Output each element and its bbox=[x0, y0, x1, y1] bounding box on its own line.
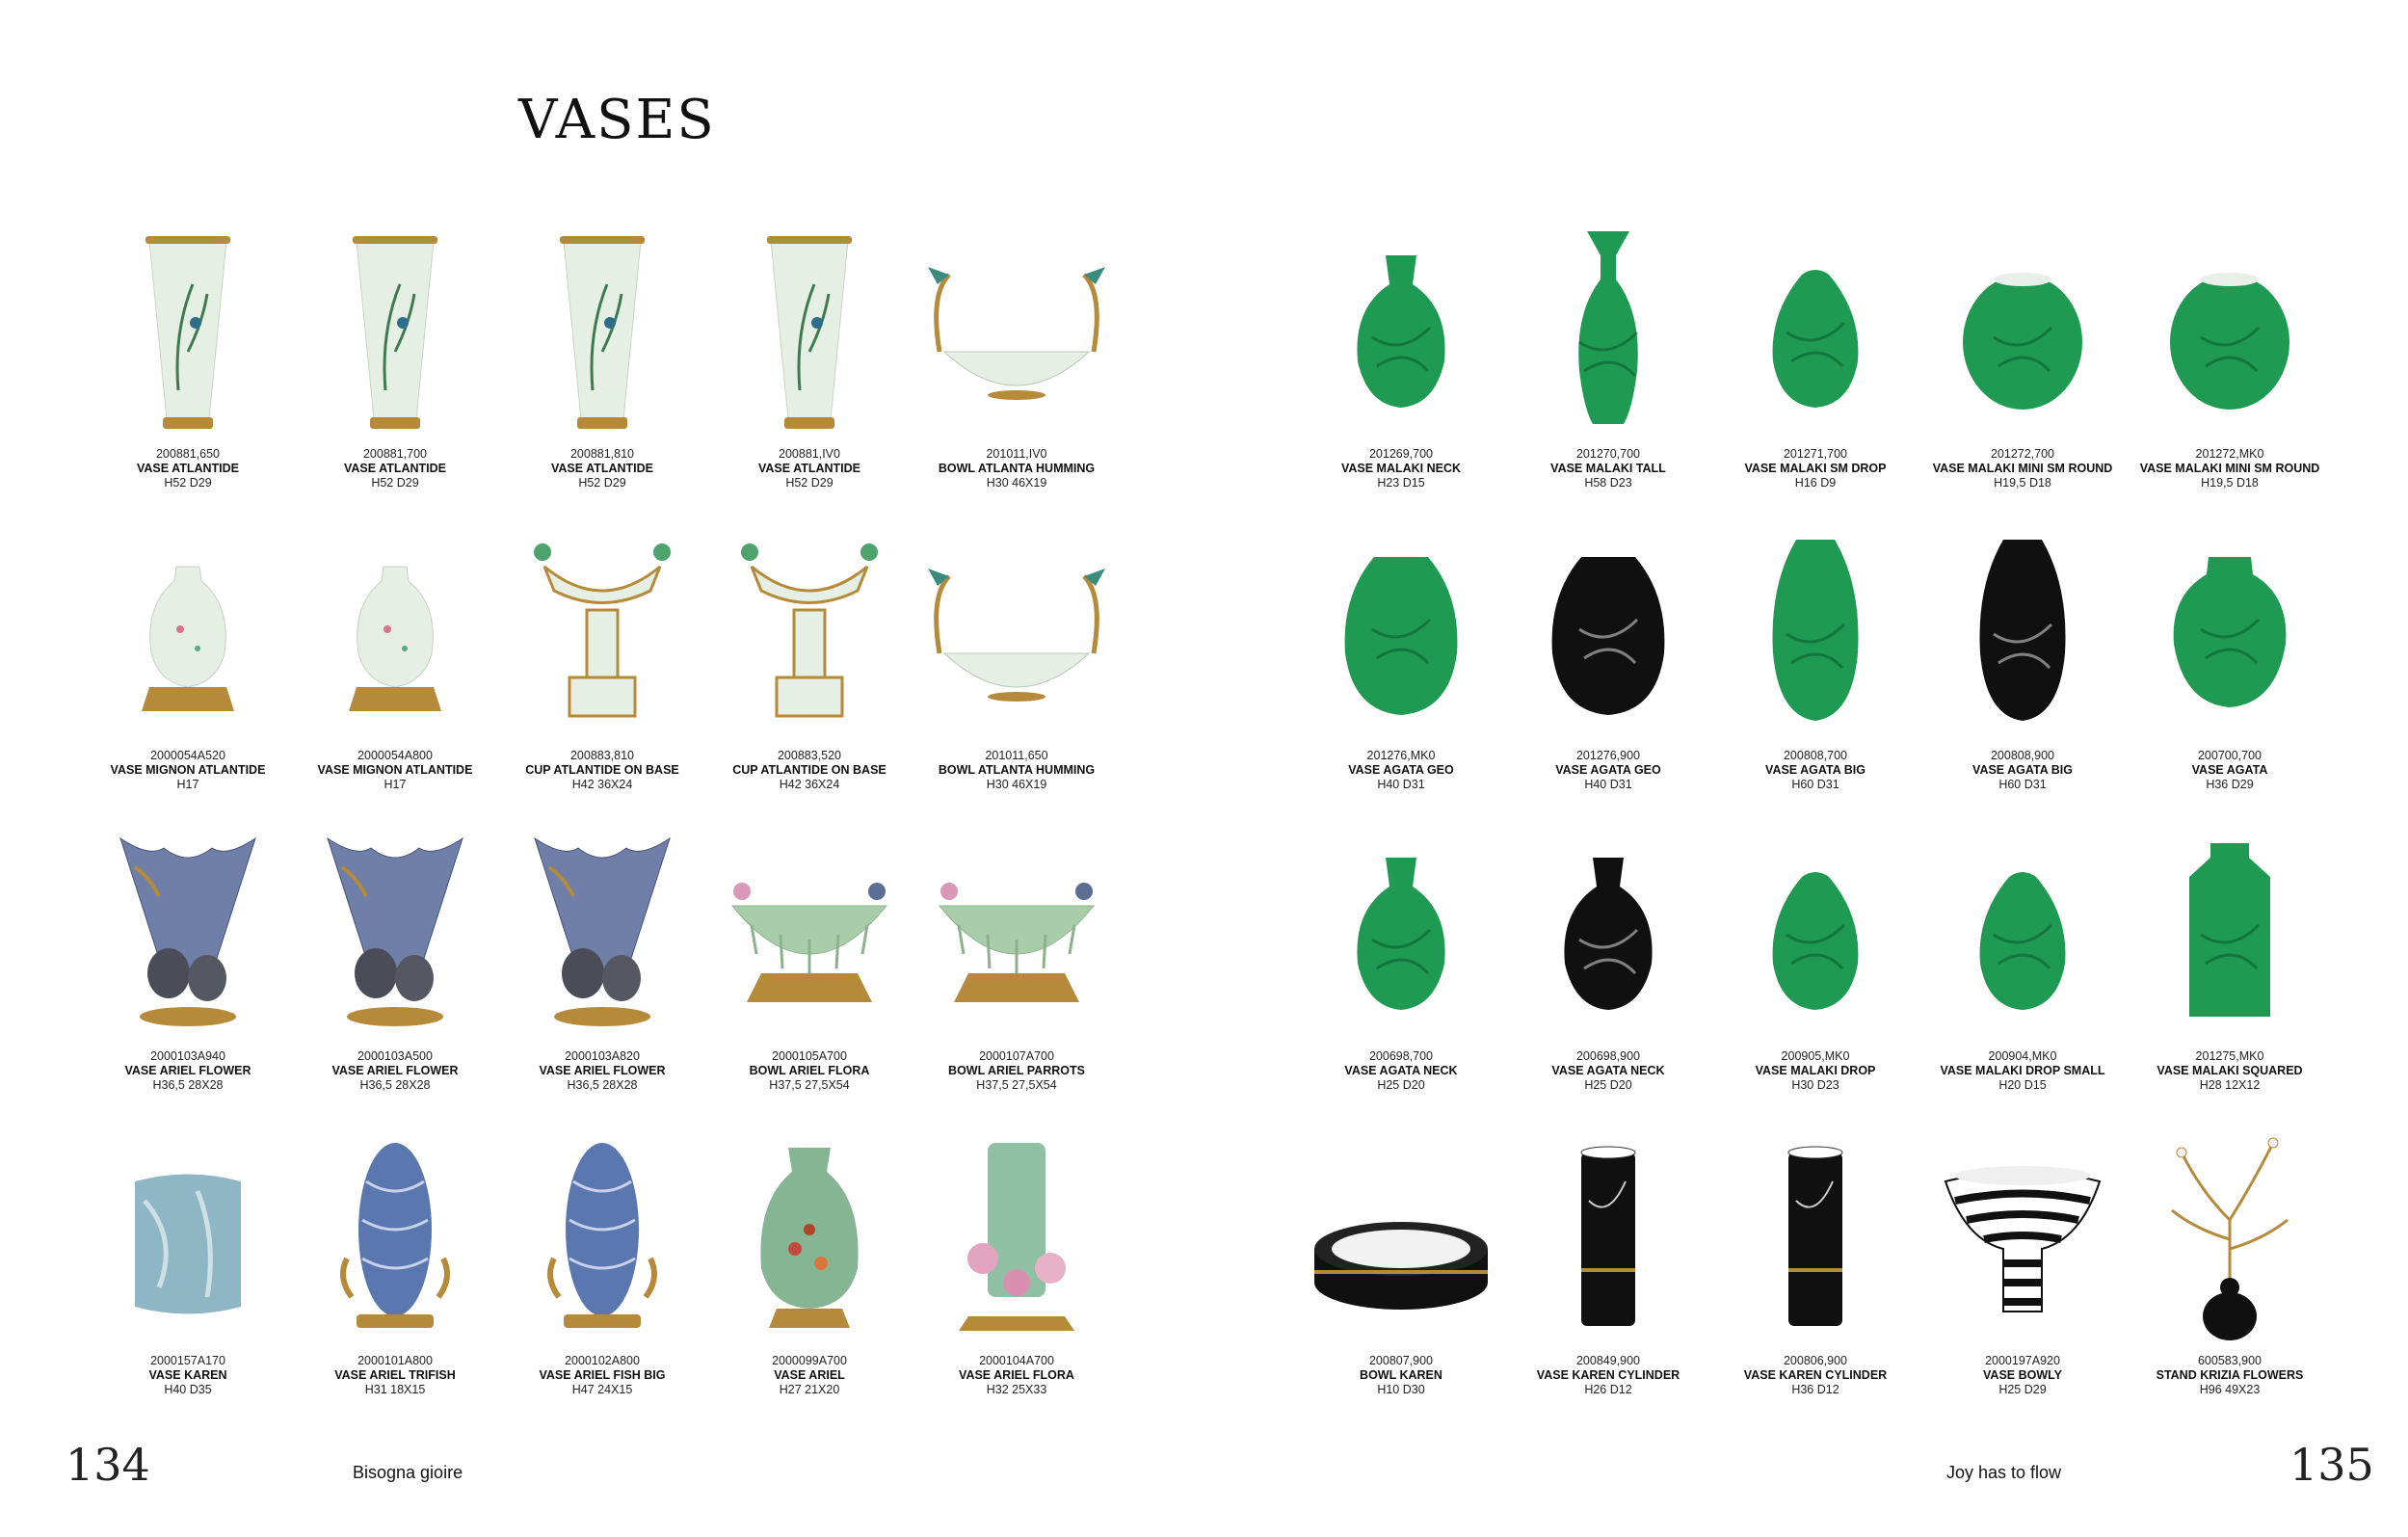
product-dimensions: H58 D23 bbox=[1584, 476, 1632, 490]
product-caption bbox=[2114, 1354, 2345, 1397]
product-code: 200883,810 bbox=[569, 749, 635, 762]
product-code: 201269,700 bbox=[1368, 447, 1434, 461]
hummingbird-bowl-icon bbox=[915, 226, 1118, 438]
malachite-round-vase-icon bbox=[2129, 226, 2331, 438]
product-code: 201011,650 bbox=[985, 749, 1048, 762]
product-code: 201270,700 bbox=[1575, 447, 1641, 461]
product-name: VASE MALAKI NECK bbox=[1340, 462, 1462, 475]
product-dimensions: H30 46X19 bbox=[986, 778, 1047, 791]
flared-flower-vase-icon bbox=[501, 829, 703, 1041]
malachite-shoulder-vase-icon bbox=[2129, 528, 2331, 740]
product-code: 2000054A520 bbox=[150, 749, 225, 762]
malachite-drop-vase-icon bbox=[1714, 226, 1917, 438]
product-name: BOWL ARIEL FLORA bbox=[749, 1064, 870, 1077]
product-caption bbox=[694, 749, 925, 792]
mignon-vase-icon bbox=[294, 528, 496, 740]
product-code: 200883,520 bbox=[777, 749, 842, 762]
product-dimensions: H25 D29 bbox=[1998, 1383, 2047, 1396]
product-caption bbox=[1907, 749, 2138, 792]
product-caption bbox=[72, 1354, 304, 1397]
product-name: VASE ARIEL TRIFISH bbox=[334, 1368, 456, 1382]
product-dimensions: H36,5 28X28 bbox=[567, 1078, 638, 1092]
product-name: STAND KRIZIA FLOWERS bbox=[2156, 1368, 2304, 1382]
product-code: 200881,650 bbox=[155, 447, 221, 461]
product-caption bbox=[72, 1049, 304, 1093]
product-dimensions: H30 46X19 bbox=[986, 476, 1047, 490]
product-name: VASE ATLANTIDE bbox=[757, 462, 861, 475]
product-code: 201276,900 bbox=[1575, 749, 1641, 762]
product-code: 200808,900 bbox=[1990, 749, 2055, 762]
product-code: 200881,810 bbox=[569, 447, 635, 461]
product-caption bbox=[2114, 749, 2345, 792]
product-dimensions: H17 bbox=[176, 778, 199, 791]
product-code: 2000101A800 bbox=[357, 1354, 433, 1367]
product-dimensions: H16 D9 bbox=[1794, 476, 1837, 490]
product-name: VASE MALAKI SM DROP bbox=[1744, 462, 1887, 475]
product-caption bbox=[1700, 749, 1931, 792]
product-code: 200849,900 bbox=[1575, 1354, 1641, 1367]
product-dimensions: H27 21X20 bbox=[779, 1383, 840, 1396]
product-dimensions: H96 49X23 bbox=[2199, 1383, 2261, 1396]
tall-porcelain-vase-icon bbox=[708, 226, 911, 438]
left-page-number: 134 bbox=[66, 1439, 150, 1491]
product-name: VASE BOWLY bbox=[1983, 1368, 2062, 1382]
product-caption bbox=[1493, 447, 1724, 490]
product-code: 2000103A500 bbox=[357, 1049, 433, 1063]
product-caption bbox=[72, 749, 304, 792]
product-name: VASE ARIEL FLOWER bbox=[539, 1064, 666, 1077]
product-code: 201011,IV0 bbox=[986, 447, 1047, 461]
product-caption bbox=[1907, 1354, 2138, 1397]
product-name: VASE MALAKI DROP SMALL bbox=[1940, 1064, 2105, 1077]
product-name: VASE AGATA BIG bbox=[1972, 763, 2073, 777]
product-name: VASE AGATA NECK bbox=[1344, 1064, 1458, 1077]
urn-vase-icon bbox=[708, 1133, 911, 1345]
malachite-tall-ovoid-vase-icon bbox=[1714, 528, 1917, 740]
product-dimensions: H60 D31 bbox=[1998, 778, 2047, 791]
product-code: 201272,MK0 bbox=[2195, 447, 2264, 461]
page-title: VASES bbox=[518, 89, 716, 151]
product-code: 200698,900 bbox=[1575, 1049, 1641, 1063]
product-dimensions: H60 D31 bbox=[1791, 778, 1839, 791]
product-name: VASE AGATA NECK bbox=[1551, 1064, 1665, 1077]
product-name: VASE ATLANTIDE bbox=[136, 462, 240, 475]
product-dimensions: H23 D15 bbox=[1377, 476, 1425, 490]
product-caption bbox=[1700, 1049, 1931, 1093]
product-dimensions: H36 D12 bbox=[1791, 1383, 1839, 1396]
product-code: 200698,700 bbox=[1368, 1049, 1434, 1063]
product-dimensions: H10 D30 bbox=[1377, 1383, 1425, 1396]
product-code: 200700,700 bbox=[2197, 749, 2262, 762]
product-name: BOWL ARIEL PARROTS bbox=[948, 1064, 1085, 1077]
product-name: VASE MALAKI DROP bbox=[1755, 1064, 1876, 1077]
cylinder-marble-vase-icon bbox=[87, 1133, 289, 1345]
product-code: 2000103A820 bbox=[565, 1049, 640, 1063]
product-code: 2000102A800 bbox=[565, 1354, 640, 1367]
product-caption bbox=[487, 1354, 718, 1397]
product-caption bbox=[1907, 447, 2138, 490]
black-cylinder-vase-icon bbox=[1714, 1133, 1917, 1345]
malachite-neck-vase-icon bbox=[1300, 829, 1502, 1041]
product-name: VASE MIGNON ATLANTIDE bbox=[110, 763, 266, 777]
product-dimensions: H30 D23 bbox=[1791, 1078, 1839, 1092]
product-name: VASE MALAKI MINI SM ROUND bbox=[2139, 462, 2320, 475]
product-code: 2000054A800 bbox=[357, 749, 433, 762]
product-name: CUP ATLANTIDE ON BASE bbox=[525, 763, 679, 777]
product-caption bbox=[279, 1354, 511, 1397]
product-code: 2000107A700 bbox=[979, 1049, 1054, 1063]
product-dimensions: H52 D29 bbox=[785, 476, 834, 490]
product-name: VASE ARIEL FLOWER bbox=[331, 1064, 459, 1077]
hummingbird-bowl-icon bbox=[915, 528, 1118, 740]
striped-bowl-vase-icon bbox=[1921, 1133, 2124, 1345]
product-caption bbox=[694, 447, 925, 490]
product-name: VASE MIGNON ATLANTIDE bbox=[317, 763, 473, 777]
product-code: 600583,900 bbox=[2197, 1354, 2262, 1367]
product-code: 2000104A700 bbox=[979, 1354, 1054, 1367]
product-dimensions: H40 D31 bbox=[1584, 778, 1632, 791]
product-dimensions: H42 36X24 bbox=[571, 778, 633, 791]
product-caption bbox=[1285, 447, 1517, 490]
product-caption bbox=[694, 1049, 925, 1093]
product-caption bbox=[1285, 1354, 1517, 1397]
black-marble-tall-vase-icon bbox=[1921, 528, 2124, 740]
product-name: VASE AGATA GEO bbox=[1555, 763, 1661, 777]
tall-porcelain-vase-icon bbox=[294, 226, 496, 438]
product-name: VASE AGATA GEO bbox=[1348, 763, 1454, 777]
footed-bowl-icon bbox=[708, 829, 911, 1041]
black-cylinder-vase-icon bbox=[1507, 1133, 1709, 1345]
product-name: VASE ATLANTIDE bbox=[343, 462, 447, 475]
product-dimensions: H37,5 27,5X54 bbox=[976, 1078, 1057, 1092]
product-name: BOWL KAREN bbox=[1360, 1368, 1442, 1382]
product-name: VASE AGATA BIG bbox=[1765, 763, 1866, 777]
flared-flower-vase-icon bbox=[294, 829, 496, 1041]
branch-stand-icon bbox=[2129, 1133, 2331, 1345]
product-dimensions: H20 D15 bbox=[1998, 1078, 2047, 1092]
product-dimensions: H17 bbox=[384, 778, 407, 791]
malachite-square-vase-icon bbox=[2129, 829, 2331, 1041]
product-dimensions: H42 36X24 bbox=[779, 778, 840, 791]
product-caption bbox=[694, 1354, 925, 1397]
product-name: BOWL ATLANTA HUMMING bbox=[938, 462, 1096, 475]
left-footer-text: Bisogna gioire bbox=[353, 1463, 463, 1482]
product-name: BOWL ATLANTA HUMMING bbox=[938, 763, 1096, 777]
product-code: 201271,700 bbox=[1783, 447, 1848, 461]
product-caption bbox=[487, 1049, 718, 1093]
product-caption bbox=[1493, 749, 1724, 792]
product-caption bbox=[1700, 1354, 1931, 1397]
product-caption bbox=[2114, 447, 2345, 490]
product-code: 201276,MK0 bbox=[1366, 749, 1436, 762]
black-marble-ovoid-vase-icon bbox=[1507, 528, 1709, 740]
product-code: 201272,700 bbox=[1990, 447, 2055, 461]
malachite-round-vase-icon bbox=[1921, 226, 2124, 438]
product-dimensions: H28 12X12 bbox=[2199, 1078, 2261, 1092]
product-name: VASE MALAKI SQUARED bbox=[2157, 1064, 2303, 1077]
tall-porcelain-vase-icon bbox=[501, 226, 703, 438]
product-dimensions: H47 24X15 bbox=[571, 1383, 633, 1396]
product-caption bbox=[279, 749, 511, 792]
product-caption bbox=[1493, 1354, 1724, 1397]
product-code: 2000099A700 bbox=[772, 1354, 847, 1367]
product-caption bbox=[901, 1354, 1132, 1397]
product-dimensions: H52 D29 bbox=[164, 476, 212, 490]
product-dimensions: H40 D35 bbox=[164, 1383, 212, 1396]
product-caption bbox=[1285, 1049, 1517, 1093]
black-marble-bowl-icon bbox=[1300, 1133, 1502, 1345]
product-code: 200881,700 bbox=[362, 447, 428, 461]
right-page-number: 135 bbox=[2289, 1439, 2374, 1491]
product-code: 2000157A170 bbox=[150, 1354, 225, 1367]
product-dimensions: H19,5 D18 bbox=[1994, 476, 2051, 490]
product-name: VASE ARIEL FLORA bbox=[959, 1368, 1074, 1382]
product-code: 200881,IV0 bbox=[779, 447, 840, 461]
product-dimensions: H31 18X15 bbox=[364, 1383, 426, 1396]
product-caption bbox=[1700, 447, 1931, 490]
product-caption bbox=[279, 1049, 511, 1093]
black-marble-neck-vase-icon bbox=[1507, 829, 1709, 1041]
product-dimensions: H37,5 27,5X54 bbox=[769, 1078, 850, 1092]
product-caption bbox=[487, 447, 718, 490]
malachite-neck-vase-icon bbox=[1300, 226, 1502, 438]
product-dimensions: H36,5 28X28 bbox=[152, 1078, 224, 1092]
product-name: VASE ARIEL FISH BIG bbox=[539, 1368, 666, 1382]
malachite-drop-vase-icon bbox=[1714, 829, 1917, 1041]
product-dimensions: H52 D29 bbox=[371, 476, 419, 490]
fish-vase-icon bbox=[294, 1133, 496, 1345]
product-caption bbox=[487, 749, 718, 792]
malachite-drop-vase-icon bbox=[1921, 829, 2124, 1041]
right-footer-text: Joy has to flow bbox=[1946, 1463, 2062, 1482]
product-dimensions: H25 D20 bbox=[1584, 1078, 1632, 1092]
product-caption bbox=[2114, 1049, 2345, 1093]
product-caption bbox=[1493, 1049, 1724, 1093]
product-name: VASE ARIEL FLOWER bbox=[124, 1064, 251, 1077]
product-code: 2000105A700 bbox=[772, 1049, 847, 1063]
product-dimensions: H25 D20 bbox=[1377, 1078, 1425, 1092]
product-caption bbox=[279, 447, 511, 490]
product-dimensions: H26 D12 bbox=[1584, 1383, 1632, 1396]
product-code: 200808,700 bbox=[1783, 749, 1848, 762]
product-dimensions: H40 D31 bbox=[1377, 778, 1425, 791]
malachite-tall-vase-icon bbox=[1507, 226, 1709, 438]
product-name: VASE KAREN CYLINDER bbox=[1743, 1368, 1888, 1382]
product-code: 2000197A920 bbox=[1985, 1354, 2060, 1367]
product-caption bbox=[901, 749, 1132, 792]
fish-vase-icon bbox=[501, 1133, 703, 1345]
product-name: VASE ATLANTIDE bbox=[550, 462, 654, 475]
product-dimensions: H36 D29 bbox=[2206, 778, 2254, 791]
product-code: 200904,MK0 bbox=[1988, 1049, 2057, 1063]
product-name: VASE ARIEL bbox=[774, 1368, 845, 1382]
product-code: 200806,900 bbox=[1783, 1354, 1848, 1367]
product-name: VASE MALAKI MINI SM ROUND bbox=[1932, 462, 2113, 475]
product-name: VASE AGATA bbox=[2191, 763, 2268, 777]
product-name: VASE MALAKI TALL bbox=[1550, 462, 1666, 475]
product-code: 2000103A940 bbox=[150, 1049, 225, 1063]
tall-porcelain-vase-icon bbox=[87, 226, 289, 438]
product-name: VASE KAREN bbox=[148, 1368, 227, 1382]
product-code: 201275,MK0 bbox=[2195, 1049, 2264, 1063]
cup-on-base-icon bbox=[501, 528, 703, 740]
cup-on-base-icon bbox=[708, 528, 911, 740]
product-name: VASE KAREN CYLINDER bbox=[1536, 1368, 1680, 1382]
product-caption bbox=[901, 447, 1132, 490]
product-caption bbox=[901, 1049, 1132, 1093]
product-dimensions: H52 D29 bbox=[578, 476, 626, 490]
footed-bowl-icon bbox=[915, 829, 1118, 1041]
product-code: 200905,MK0 bbox=[1781, 1049, 1850, 1063]
product-name: CUP ATLANTIDE ON BASE bbox=[732, 763, 886, 777]
product-dimensions: H19,5 D18 bbox=[2201, 476, 2259, 490]
product-code: 200807,900 bbox=[1368, 1354, 1434, 1367]
malachite-ovoid-vase-icon bbox=[1300, 528, 1502, 740]
flared-flower-vase-icon bbox=[87, 829, 289, 1041]
product-dimensions: H36,5 28X28 bbox=[359, 1078, 431, 1092]
product-caption bbox=[72, 447, 304, 490]
product-caption bbox=[1285, 749, 1517, 792]
mignon-vase-icon bbox=[87, 528, 289, 740]
flora-vase-icon bbox=[915, 1133, 1118, 1345]
product-dimensions: H32 25X33 bbox=[986, 1383, 1047, 1396]
product-caption bbox=[1907, 1049, 2138, 1093]
